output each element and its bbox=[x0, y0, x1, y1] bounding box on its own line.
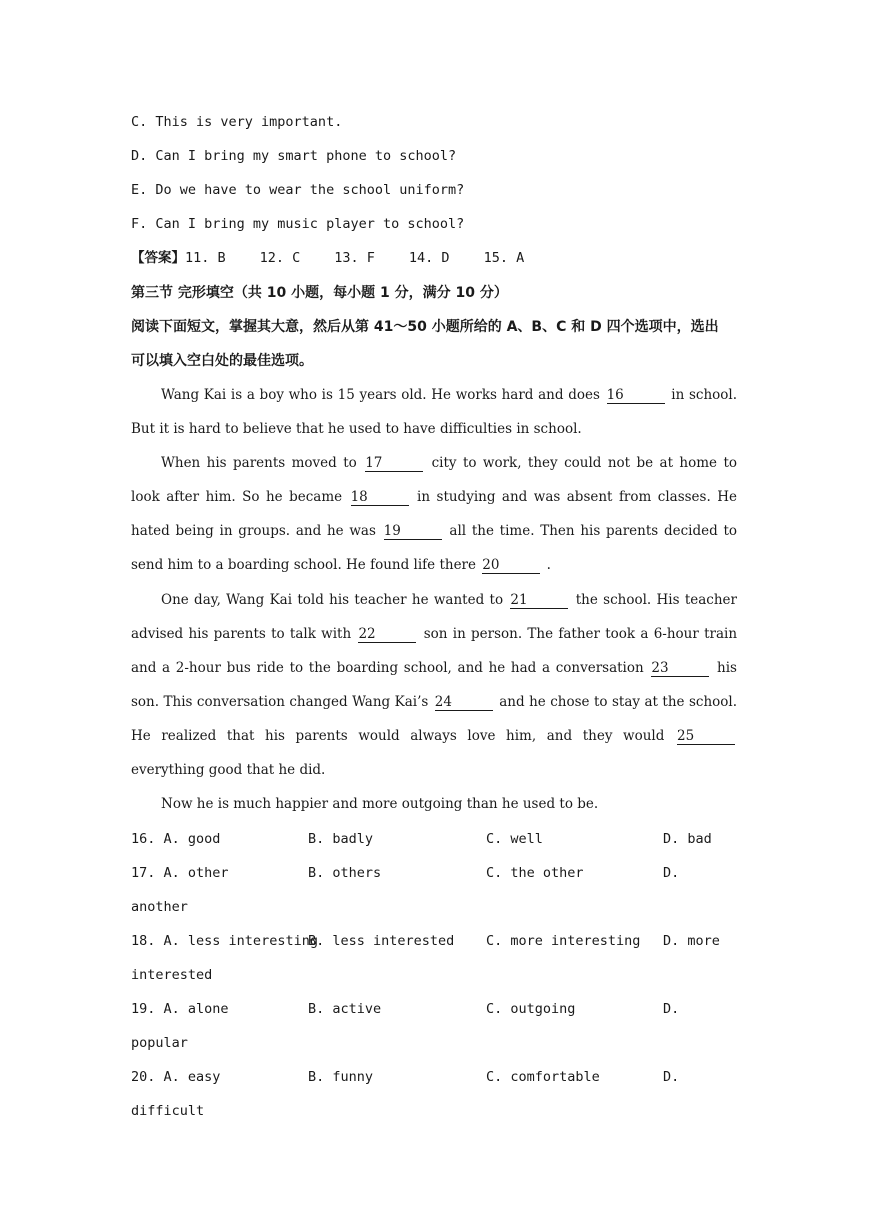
q18-d: D. more bbox=[663, 933, 720, 949]
q20-d: D. bbox=[663, 1069, 680, 1085]
answer-13: 13. F bbox=[334, 250, 375, 266]
blank-17: 17 bbox=[365, 455, 423, 472]
answer-15: 15. A bbox=[483, 250, 525, 266]
choice-e: E. Do we have to wear the school uniform? bbox=[131, 182, 465, 198]
answer-12: 12. C bbox=[259, 250, 301, 266]
blank-25: 25 bbox=[677, 728, 735, 745]
p3-text-g: everything good that he did. bbox=[131, 762, 326, 778]
q20-a: 20. A. easy bbox=[131, 1069, 221, 1085]
q19-d: D. bbox=[663, 1001, 680, 1017]
passage-paragraph-2 bbox=[131, 446, 737, 582]
instruction-line-2: 可以填入空白处的最佳选项。 bbox=[131, 353, 313, 369]
passage-paragraph-1 bbox=[131, 378, 737, 446]
blank-16: 16 bbox=[607, 387, 665, 404]
section-title: 第三节 完形填空（共 10 小题，每小题 1 分，满分 10 分） bbox=[131, 285, 508, 301]
choice-c: C. This is very important. bbox=[131, 114, 343, 130]
q18-c: C. more interesting bbox=[486, 933, 641, 949]
p3-text-d: son in person. The father took a 6-hour train and a 2-hour bus ride to the boarding school, and he had a conversation bbox=[131, 626, 738, 676]
blank-22: 22 bbox=[358, 626, 416, 643]
q18-b: B. less interested bbox=[308, 933, 455, 949]
blank-24: 24 bbox=[435, 694, 493, 711]
instruction-line-1: 阅读下面短文，掌握其大意，然后从第 41～50 小题所给的 A、B、C 和 D 四个选项中，选出 bbox=[131, 319, 719, 335]
p2-text-f: . bbox=[546, 557, 551, 573]
p1-text-c: in school. But it is hard to believe that he used to have difficulties in school. bbox=[131, 387, 738, 437]
blank-19: 19 bbox=[384, 523, 442, 540]
passage-paragraph-3 bbox=[131, 583, 737, 787]
q20-d-wrap: difficult bbox=[131, 1103, 205, 1119]
q20-c: C. comfortable bbox=[486, 1069, 600, 1085]
choice-d: D. Can I bring my smart phone to school? bbox=[131, 148, 457, 164]
q19-d-wrap: popular bbox=[131, 1035, 188, 1051]
q20-b: B. funny bbox=[308, 1069, 374, 1085]
blank-18: 18 bbox=[351, 489, 409, 506]
blank-20: 20 bbox=[482, 557, 540, 574]
p2-text-c: city to work, they could not be at home to look after him. So he became bbox=[131, 455, 738, 505]
q16-a: 16. A. good bbox=[131, 831, 221, 847]
q17-b: B. others bbox=[308, 865, 382, 881]
answer-line bbox=[131, 248, 524, 268]
q17-c: C. the other bbox=[486, 865, 584, 881]
blank-21: 21 bbox=[510, 592, 568, 609]
p2-text-a: When his parents moved to bbox=[161, 455, 357, 471]
q19-b: B. active bbox=[308, 1001, 382, 1017]
q16-c: C. well bbox=[486, 831, 543, 847]
q19-c: C. outgoing bbox=[486, 1001, 576, 1017]
p4-text: Now he is much happier and more outgoing than he used to be. bbox=[161, 796, 599, 812]
p3-text-a: One day, Wang Kai told his teacher he wanted to bbox=[161, 592, 504, 608]
choice-f: F. Can I bring my music player to school? bbox=[131, 216, 465, 232]
p2-text-d: in studying and was absent from classes. He hated being in groups. and he was bbox=[131, 489, 737, 539]
answer-11: 11. B bbox=[185, 250, 226, 266]
q19-a: 19. A. alone bbox=[131, 1001, 229, 1017]
q18-d-wrap: interested bbox=[131, 967, 213, 983]
q16-d: D. bad bbox=[663, 831, 712, 847]
blank-23: 23 bbox=[651, 660, 709, 677]
p3-text-e: his son. This conversation changed Wang Kai’s bbox=[131, 660, 737, 710]
q16-b: B. badly bbox=[308, 831, 374, 847]
q17-d: D. bbox=[663, 865, 680, 881]
q18-a: 18. A. less interesting bbox=[131, 933, 318, 949]
q17-a: 17. A. other bbox=[131, 865, 229, 881]
answer-label: 【答案】 bbox=[131, 250, 185, 266]
p3-text-f: and he chose to stay at the school. He realized that his parents would always love him, and they would bbox=[131, 694, 738, 744]
passage-paragraph-4 bbox=[131, 787, 737, 821]
p2-text-e: all the time. Then his parents decided to send him to a boarding school. He found life there bbox=[131, 523, 738, 573]
p3-text-c: the school. His teacher advised his parents to talk with bbox=[131, 592, 737, 642]
answer-14: 14. D bbox=[408, 250, 450, 266]
p1-text-a: Wang Kai is a boy who is 15 years old. He works hard and does bbox=[161, 387, 600, 403]
q17-d-wrap: another bbox=[131, 899, 188, 915]
